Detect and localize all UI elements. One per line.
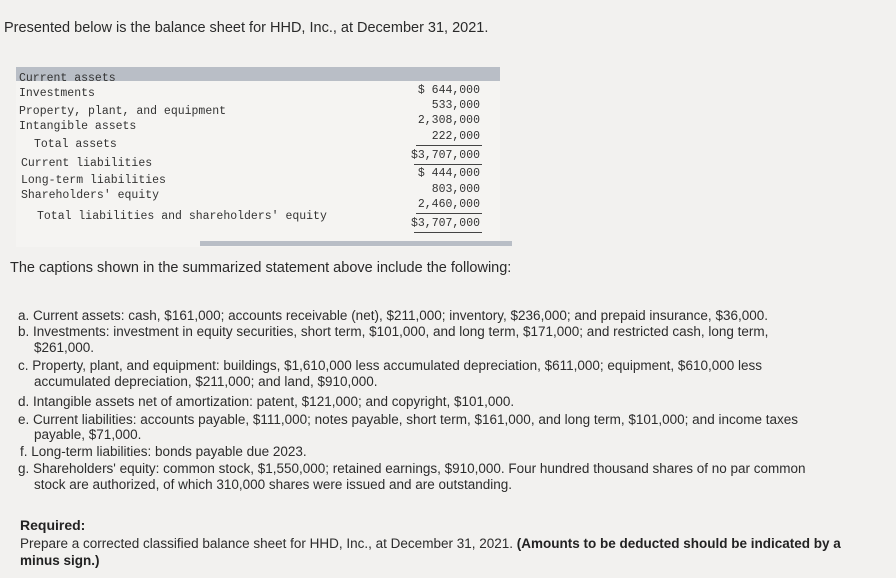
caption-g-cont: stock are authorized, of which 310,000 shares were issued and are outstanding. [34,477,513,492]
caption-b-cont: $261,000. [34,340,95,355]
required-instructions [20,535,880,569]
required-text: Prepare a corrected classified balance sheet for HHD, Inc., at December 31, 2021. [20,536,514,551]
row-label-long-term-liabilities: Long-term liabilities [21,174,166,187]
row-value-current-assets: $ 644,000 [417,84,480,97]
caption-f: f. Long-term liabilities: bonds payable due 2023. [20,444,307,459]
row-label-total-liab-equity: Total liabilities and shareholders' equity [37,210,327,223]
total-double-rule-2 [414,232,482,233]
row-value-intangibles: 222,000 [431,130,480,143]
row-value-long-term-liabilities: 803,000 [431,183,480,196]
caption-e: e. Current liabilities: accounts payable, $111,000; notes payable, short term, $161,000, and long term, $101,000; and income taxes [18,412,798,427]
subtotal-rule-2 [416,213,482,214]
row-label-current-liabilities: Current liabilities [21,157,153,170]
caption-c-cont: accumulated depreciation, $211,000; and land, $910,000. [34,374,378,389]
required-note: (Amounts to be deducted should be indicated by a minus sign.) [20,536,841,568]
intro-text: Presented below is the balance sheet for HHD, Inc., at December 31, 2021. [4,20,489,36]
required-heading: Required: [20,517,86,533]
row-value-total-liab-equity: $3,707,000 [410,217,480,230]
row-value-current-liabilities: $ 444,000 [417,167,480,180]
row-label-ppe: Property, plant, and equipment [19,105,227,118]
caption-g: g. Shareholders' equity: common stock, $1,550,000; retained earnings, $910,000. Four hundred thousand shares of no par common [18,461,806,476]
row-label-intangibles: Intangible assets [19,120,137,133]
caption-d: d. Intangible assets net of amortization: patent, $121,000; and copyright, $101,000. [18,394,515,409]
caption-c: c. Property, plant, and equipment: buildings, $1,610,000 less accumulated depreciation, $611,000; equipment, $610,000 less [18,358,762,373]
caption-a: a. Current assets: cash, $161,000; accounts receivable (net), $211,000; inventory, $236,000; and prepaid insurance, $36,000. [18,308,768,323]
row-value-investments: 533,000 [431,99,480,112]
row-label-current-assets: Current assets [19,72,116,85]
total-double-rule [414,164,482,165]
row-value-shareholders-equity: 2,460,000 [417,198,480,211]
caption-e-cont: payable, $71,000. [34,427,142,442]
row-value-ppe: 2,308,000 [417,114,480,127]
captions-intro: The captions shown in the summarized statement above include the following: [10,260,512,276]
row-label-shareholders-equity: Shareholders' equity [21,189,160,202]
caption-b: b. Investments: investment in equity securities, short term, $101,000, and long term, $171,000; and restricted cash, long term, [18,324,769,339]
balance-sheet [16,67,500,247]
row-value-total-assets: $3,707,000 [410,149,480,162]
row-label-investments: Investments [19,87,95,100]
sheet-footer-bar [200,241,512,246]
subtotal-rule [416,145,482,146]
row-label-total-assets: Total assets [34,138,117,151]
